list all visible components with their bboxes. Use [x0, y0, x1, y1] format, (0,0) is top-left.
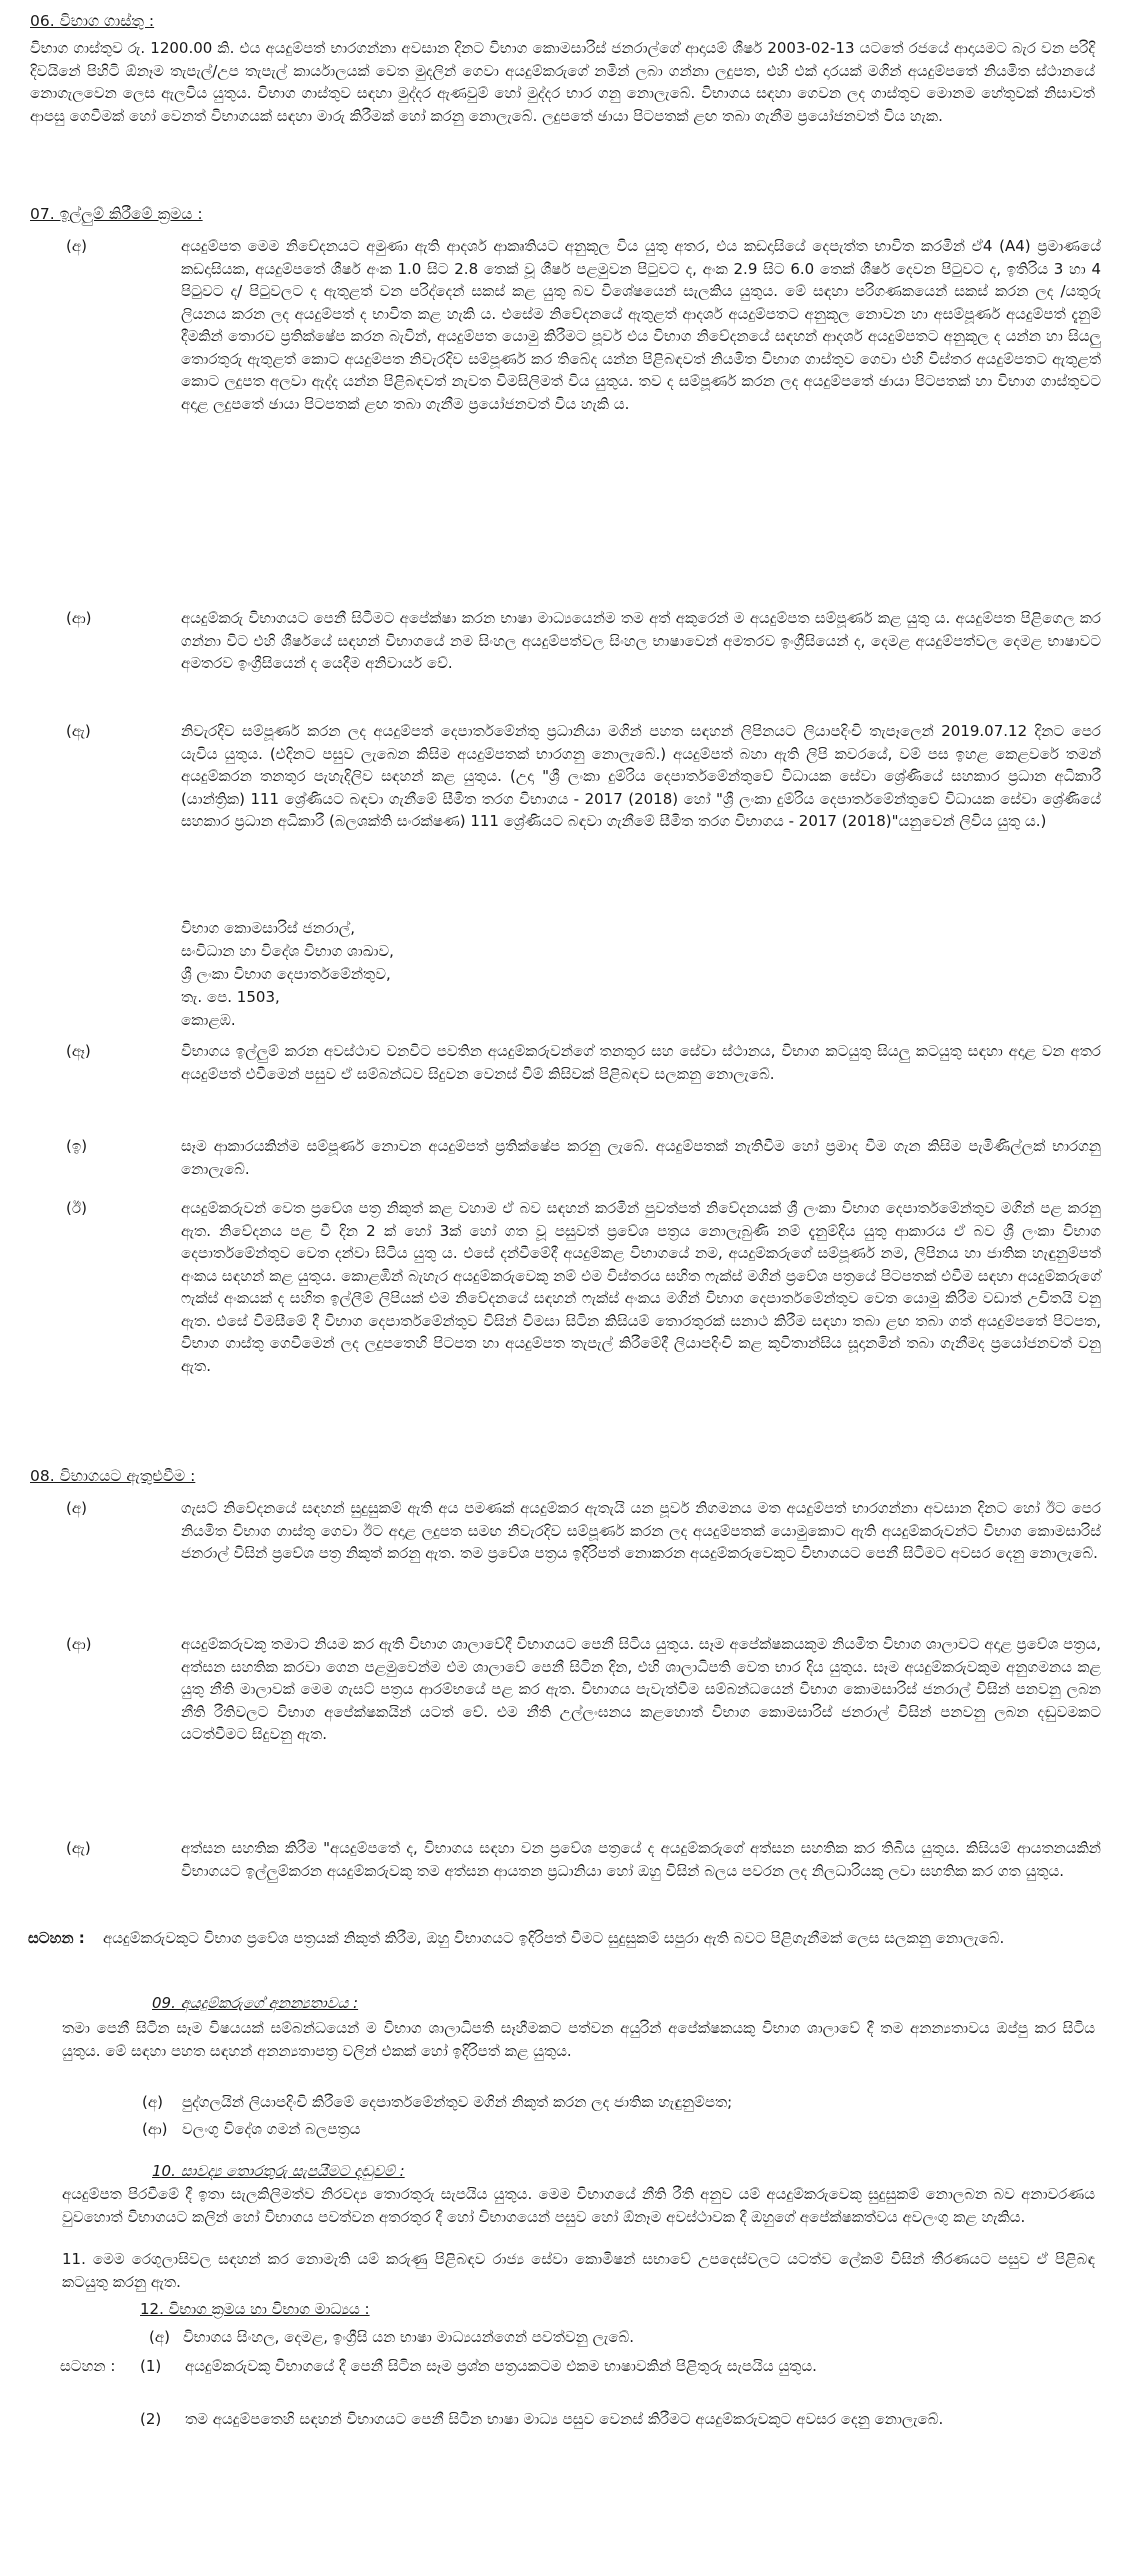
note-label: සටහන : — [60, 2357, 116, 2375]
section-06-body: විභාග ගාස්තුව රු. 1200.00 කි. එය අයදුම්පත් භාරගන්නා අවසාන දිනට විභාග කොමසාරිස් ජනරාල්ගේ ආදායම් ශීර්ෂ 2003-02-13 යටතේ රජයේ ආදායමට බැර වන පරිදි දිවයිනේ පිහිටි ඕනෑම තැපැල්/උප තැපැල් කාර්යාලයක් වෙත මුදලින් ගෙවා අයදුම්කරුගේ නමින් ලබා ගන්නා ලදුපත, එහි එක් දාරයක් මගින් අයදුම්පතේ නියමිත ස්ථානයේ නොගැලවෙන ලෙස ඇලවිය යුතුය. විභාග ගාස්තුව සඳහා මුද්දර ඇණවුම් හෝ මුද්දර භාර ගනු නොලැබේ. විභාගය සඳහා ගෙවන ලද ගාස්තුව මොනම හේතුවක් නිසාවත් ආපසු ගෙවීමක් හෝ වෙනත් විභාගයක් සඳහා මාරු කිරීමක් හෝ කරනු නොලැබේ. ලදුපතේ ඡායා පිටපතක් ළඟ තබා ගැනීම ප්‍රයෝජනවත් විය හැක. — [30, 39, 1095, 125]
address-line: ශ්‍රී ලංකා විභාග දෙපාර්තමේන්තුව, — [181, 965, 391, 983]
note-label: සටහන : — [28, 1929, 85, 1947]
section-08-heading: 08. විභාගයට ඇතුළුවීම : — [30, 1467, 196, 1485]
address-block — [181, 917, 394, 1032]
note-text: අයදුම්කරුවකුට විභාග ප්‍රවේශ පත්‍රයක් නිකුත් කිරීම, ඔහු විභාගයට ඉදිරිපත් වීමට සුදුසුකම් සපුරා ඇති බවට පිළිගැනීමක් ලෙස සලකනු නොලැබේ. — [103, 1929, 1005, 1947]
section-11-body: 11. මෙම රෙගුලාසිවල සඳහන් කර නොමැති යම් කරුණු පිළිබඳව රාජ්‍ය සේවා කොමිෂන් සභාවේ උපදෙස්වලට යටත්ව ලේකම් විසින් තීරණයට පසුව ඒ පිළිබඳ කටයුතු කරනු ඇත. — [62, 2250, 1095, 2291]
section-06-heading: 06. විභාග ගාස්තු : — [30, 12, 155, 30]
section-07-heading: 07. ඉල්ලුම් කිරීමේ ක්‍රමය : — [30, 205, 203, 223]
gazette-page: 06. විභාග ගාස්තු : විභාග ගාස්තුව රු. 1200.00 කි. එය අයදුම්පත් භාරගන්නා අවසාන දිනට විභාග කොමසාරිස් ජනරාල්ගේ ආදායම් ශීර්ෂ 2003-02-13 යටතේ රජයේ ආදායමට බැර වන පරිදි දිවයිනේ පිහිටි ඕනෑම තැපැල්/උප තැපැල් කාර්යාලයක් වෙත මුදලින් ගෙවා අයදුම්කරුගේ නමින් ලබා ගන්නා ලදුපත, එහි එක් දාරයක් මගින් අයදුම්පතේ නියමිත ස්ථානයේ නොගැලවෙන ලෙස ඇලවිය යුතුය. විභාග ගාස්තුව සඳහා මුද්දර ඇණවුම් හෝ මුද්දර භාර ගනු නොලැබේ. විභාගය සඳහා ගෙවන ලද ගාස්තුව මොනම හේතුවක් නිසාවත් ආපසු ගෙවීමක් හෝ වෙනත් විභාගයක් සඳහා මාරු කිරීමක් හෝ කරනු නොලැබේ. ලදුපතේ ඡායා පිටපතක් ළඟ තබා ගැනීම ප්‍රයෝජනවත් විය හැක. 07. ඉල්ලුම් කිරීමේ ක්‍රමය : (අ) අයදුම්පත මෙම නිවේදනයට අමුණා ඇති ආදර්ශ ආකෘතියට අනුකූල විය යුතු අතර, එය කඩදාසියේ දෙපැත්ත භාවිත කරමින් ඒ4 (A4) ප්‍රමාණයේ කඩදාසියක, අයදුම්පතේ ශීර්ෂ අංක 1.0 සිට 2.8 තෙක් වූ ශීර්ෂ පළමුවන පිටුවට ද, අංක 2.9 සිට 6.0 තෙක් ශීර්ෂ දෙවන පිටුවට ද, ඉතිරිය 3 හා 4 පිටුවට ද/ පිටුවලට ද ඇතුළත් වන පරිද්දෙන් සකස් කළ යුතු බව විශේෂයෙන් සැලකිය යුතුය. මේ සඳහා පරිගණකයෙන් සකස් කරන ලද /යතුරු ලියනය කරන ලද අයදුම්පත් ද භාවිත කළ හැකි ය. එසේම නිවේදනයේ ඇතුළත් ආදර්ශ අයදුම්පතට අනුකූල නොවන හා අසම්පූර්ණ අයදුම්පත් දැනුම් දීමකින් තොරව ප්‍රතික්ෂේප කරන බැවින්, අයදුම්පත යොමු කිරීමට පූර්ව එය විභාග නිවේදනයේ සඳහන් ආදර්ශ අයදුම්පතට අනුකූල ද යන්න හා සියලු තොරතුරු ඇතුළත් කොට අයදුම්පත නිවැරදිව සම්පූර්ණ කර තිබේද යන්න පිළිබඳවත් නියමිත විභාග ගාස්තුව ගෙවා එහි විස්තර අයදුම්පතට ඇතුළත් කොට ලදුපත අලවා ඇද්ද යන්න පිළිබඳවත් නැවත විමසිලිමත් විය යුතුය. තව ද සම්පූර්ණ කරන ලද අයදුම්පතේ ඡායා පිටපතක් හා විභාග ගාස්තුවට අදාළ ලදුපතේ ඡායා පිටපතක් ළඟ තබා ගැනීම ප්‍රයෝජනවත් විය හැකි ය. (ආ) අයදුම්කරු විභාගයට පෙනී සිටීමට අපේක්ෂා කරන භාෂා මාධ්‍යයෙන්ම තම අත් අකුරෙන් ම අයදුම්පත සම්පූර්ණ කළ යුතු ය. අයදුම්පත පිළිගෙල කර ගන්නා විට එහි ශීර්ෂයේ සඳහන් විභාගයේ නම සිංහල අයදුම්පත්වල සිංහල භාෂාවෙන් අමතරව ඉංග්‍රීසියෙන් ද, දෙමළ අයදුම්පත්වල දෙමළ භාෂාවට අමතරව ඉංග්‍රීසියෙන් ද යෙදීම අනිවාර්ය වේ. (ඇ) නිවැරදිව සම්පූර්ණ කරන ලද අයදුම්පත් දෙපාර්තමේන්තු ප්‍රධානියා මගින් පහත සඳහන් ලිපිනයට ලියාපදිංචි තැපෑලෙන් 2019.07.12 දිනට පෙර යැවිය යුතුය. (එදිනට පසුව ලැබෙන කිසිම අයදුම්පතක් භාරගනු නොලැබේ.) අයදුම්පත් බහා ඇති ලිපි කවරයේ, වම් පස ඉහළ කෙළවරේ තමන් අයදුම්කරන තනතුර පැහැදිලිව සඳහන් කළ යුතුය. (උදා "ශ්‍රී ලංකා දුම්රිය දෙපාර්තමේන්තුවේ විධායක සේවා ශ්‍රේණියේ සහකාර ප්‍රධාන අධිකාරී (යාන්ත්‍රික) 111 ශ්‍රේණියට බඳවා ගැනීමේ සීමිත තරග විභාගය - 2017 (2018) හෝ "ශ්‍රී ලංකා දුම්රිය දෙපාර්තමේන්තුවේ විධායක සේවා ශ්‍රේණියේ සහකාර ප්‍රධාන අධිකාරී (බලශක්ති සංරක්ෂණ) 111 ශ්‍රේණියට බඳවා ගැනීමේ සීමිත තරග විභාගය - 2017 (2018)"යනුවෙන් ලිවිය යුතු ය.) විභාග කොමසාරිස් ජනරාල්, සංවිධාන හා විදේශ විභාග ශාඛාව, ශ්‍රී ලංකා විභාග දෙපාර්තමේන්තුව, තැ. පෙ. 1503, කොළඹ. (ඈ) විභාගය ඉල්ලුම් කරන අවස්ථාව වනවිට පවතින අයදුම්කරුවන්ගේ තනතුර සහ සේවා ස්ථානය, විභාග කටයුතු සියලු කටයුතු සඳහා අදාළ වන අතර අයදුම්පත් එවීමෙන් පසුව ඒ සම්බන්ධව සිදුවන වෙනස් වීම් කිසිවක් පිළිබඳව සලකනු නොලැබේ. (ඉ) සෑම ආකාරයකින්ම සම්පූර්ණ නොවන අයදුම්පත් ප්‍රතික්ෂේප කරනු ලැබේ. අයදුම්පතක් නැතිවීම හෝ ප්‍රමාද වීම ගැන කිසිම පැමිණිල්ලක් භාරගනු නොලැබේ. (ඊ) අයදුම්කරුවන් වෙත ප්‍රවේශ පත්‍ර නිකුත් කළ වහාම ඒ බව සඳහන් කරමින් පුවත්පත් නිවේදනයක් ශ්‍රී ලංකා විභාග දෙපාර්තමේන්තුව මගින් පළ කරනු ඇත. නිවේදනය පළ වී දින 2 ක් හෝ 3ක් හෝ ගත වූ පසුවත් ප්‍රවේශ පත්‍රය නොලැබුණි නම් දැනුම්දිය යුතු ආකාරය ඒ බව ශ්‍රී ලංකා විභාග දෙපාර්තමේන්තුව වෙත දන්වා සිටිය යුතු ය. එසේ දන්වීමේදී අයදුම්කළ විභාගයේ නම, අයදුම්කරුගේ සම්පූර්ණ නම, ලිපිනය හා ජාතික හැඳුනුම්පත් අංකය සඳහන් කළ යුතුය. කොළඹින් බැහැර අයදුම්කරුවෙකු නම් එම විස්තරය සහිත ෆැක්ස් මගින් ප්‍රවේශ පත්‍රයේ පිටපතක් එවීම සඳහා අයදුම්කරුගේ ෆැක්ස් අංකයක් ද සහිත ඉල්ලීම් ලිපියක් එම නිවේදනයේ සඳහන් ෆැක්ස් අංකය මගින් විභාග දෙපාර්තමේන්තුව වෙත යොමු කිරීම වඩාත් උචිතයි වනු ඇත. එසේ විමසීමේ දී විභාග දෙපාර්තමේන්තුව විසින් විමසා සිටින කිසියම් තොරතුරක් සනාථ කිරීම සඳහා තබා ළඟ තබා ගත් අයදුම්පතේ පිටපත, විභාග ගාස්තු ගෙවීමෙන් ලද ලදුපතෙහි පිටපත හා අයදුම්පත තැපැල් කිරීමේදී ලියාපදිංචි කළ කුවිතාන්සිය සූදානමින් තබා ගැනීමද ප්‍රයෝජනවත් වනු ඇත. 08. විභාගයට ඇතුළුවීම : (අ) ගැසට් නිවේදනයේ සඳහන් සුදුසුකම් ඇති අය පමණක් අයදුම්කර ඇතැයි යන පූර්ව නිගමනය මත අයදුම්පත් භාරගන්නා අවසාන දිනට හෝ ඊට පෙර නියමිත විභාග ගාස්තු ගෙවා ඊට අදාළ ලදුපත සමඟ නිවැරදිව සම්පූර්ණ කරන ලද අයදුම්පතක් යොමුකොට ඇති අයදුම්කරුවන්ට විභාග කොමසාරිස් ජනරාල් විසින් ප්‍රවේශ පත්‍ර නිකුත් කරනු ඇත. තම ප්‍රවේශ පත්‍රය ඉදිරිපත් නොකරන අයදුම්කරුවෙකුට විභාගයට පෙනී සිටීමට අවසර දෙනු නොලැබේ. (ආ) අයදුම්කරුවකු තමාට නියම කර ඇති විභාග ශාලාවේදී විභාගයට පෙනී සිටිය යුතුය. සෑම අපේක්ෂකයකුම නියමිත විභාග ශාලාවට අදාළ ප්‍රවේශ පත්‍රය, අත්සන සහතික කරවා ගෙන පළමුවෙන්ම එම ශාලාවේ පෙනී සිටින දින, එහි ශාලාධිපති වෙත භාර දිය යුතුය. සෑම අයදුම්කරුවකුම අනුගමනය කළ යුතු නීති මාලාවක් මෙම ගැසට් පත්‍රය ආරම්භයේ පළ කර ඇත. විභාගය පැවැත්වීම සම්බන්ධයෙන් විභාග කොමසාරිස් ජනරාල් විසින් පනවනු ලබන නීති රීතිවලට විභාග අපේක්ෂකයින් යටත් වේ. එම නීති උල්ලංඝනය කළහොත් විභාග කොමසාරිස් ජනරාල් විසින් පනවනු ලබන දඬුවමකට යටත්වීමට සිදුවනු ඇත. (ඇ) අත්සන සහතික කිරීම "අයදුම්පතේ ද, විභාගය සඳහා වන ප්‍රවේශ පත්‍රයේ ද අයදුම්කරුගේ අත්සන සහතික කර තිබිය යුතුය. කිසියම් ආයතනයකින් විභාගයට ඉල්ලුම්කරන අයදුම්කරුවකු තම අත්සන ආයතන ප්‍රධානියා හෝ ඔහු විසින් බලය පවරන ලද නිලධාරියකු ලවා සහතික කර ගත යුතුය. සටහන : අයදුම්කරුවකුට විභාග ප්‍රවේශ පත්‍රයක් නිකුත් කිරීම, ඔහු විභාගයට ඉදිරිපත් වීමට සුදුසුකම් සපුරා ඇති බවට පිළිගැනීමක් ලෙස සලකනු නොලැබේ. 09. අයදුම්කරුගේ අනන්‍යතාවය : තමා පෙනී සිටින සෑම විෂයයක් සම්බන්ධයෙන් ම විභාග ශාලාධිපති සෑහීමකට පත්වන අයුරින් අපේක්ෂකයකු විභාග ශාලාවේ දී තම අනන්‍යතාවය ඔප්පු කර සිටිය යුතුය. මේ සඳහා පහත සඳහන් අනන්‍යතාපත්‍ර වලින් එකක් හෝ ඉදිරිපත් කළ යුතුය. (අ) පුද්ගලයින් ලියාපදිංචි කිරීමේ දෙපාර්තමේන්තුව මගින් නිකුත් කරන ලද ජාතික හැඳුනුම්පත; (ආ) වලංගු විදේශ ගමන් බලපත්‍රය 10. සාවද්‍ය තොරතුරු සැපයීමට දඬුවම් : අයදුම්පත පිරවීමේ දී ඉතා සැලකිලිමත්ව නිරවද්‍ය තොරතුරු සැපයිය යුතුය. මෙම විභාගයේ නීති රීති අනුව යම් අයදුම්කරුවෙකු සුදුසුකම් නොලබන බව අනාවරණය වුවහොත් විභාගයට කලින් හෝ විභාගය පවත්වන අතරතුර දී හෝ විභාගයෙන් පසුව හෝ ඕනෑම අවස්ථාවක දී ඔහුගේ අපේක්ෂකත්වය අවලංගු කළ හැකිය. 11. මෙම රෙගුලාසිවල සඳහන් කර නොමැති යම් කරුණු පිළිබඳව රාජ්‍ය සේවා කොමිෂන් සභාවේ උපදෙස්වලට යටත්ව ලේකම් විසින් තීරණයට පසුව ඒ පිළිබඳ කටයුතු කරනු ඇත. 12. විභාග ක්‍රමය හා විභාග මාධ්‍යය : (අ) විභාගය සිංහල, දෙමළ, ඉංග්‍රීසි යන භාෂා මාධ්‍යයන්ගෙන් පවත්වනු ලැබේ. සටහන : (1) අයදුම්කරුවකු විභාගයේ දී පෙනී සිටින සෑම ප්‍රශ්න පත්‍රයකටම එකම භාෂාවකින් පිළිතුරු සැපයිය යුතුය. (2) තම අයදුම්පතෙහි සඳහන් විභාගයට පෙනී සිටින භාෂා මාධ්‍ය පසුව වෙනස් කිරීමට අයදුම්කරුවකුට අවසර දෙනු නොලැබේ. — [0, 0, 1121, 2557]
section-09-body: තමා පෙනී සිටින සෑම විෂයයක් සම්බන්ධයෙන් ම විභාග ශාලාධිපති සෑහීමකට පත්වන අයුරින් අපේක්ෂකයකු විභාග ශාලාවේ දී තම අනන්‍යතාවය ඔප්පු කර සිටිය යුතුය. මේ සඳහා පහත සඳහන් අනන්‍යතාපත්‍ර වලින් එකක් හෝ ඉදිරිපත් කළ යුතුය. — [62, 2019, 1095, 2060]
section-12-heading: 12. විභාග ක්‍රමය හා විභාග මාධ්‍යය : — [140, 2300, 370, 2318]
address-line: තැ. පෙ. 1503, — [181, 988, 280, 1006]
section-07-item-a: (අ) අයදුම්පත මෙම නිවේදනයට අමුණා ඇති ආදර්ශ ආකෘතියට අනුකූල විය යුතු අතර, එය කඩදාසියේ දෙපැත්ත භාවිත කරමින් ඒ4 (A4) ප්‍රමාණයේ කඩදාසියක, අයදුම්පතේ ශීර්ෂ අංක 1.0 සිට 2.8 තෙක් වූ ශීර්ෂ පළමුවන පිටුවට ද, අංක 2.9 සිට 6.0 තෙක් ශීර්ෂ දෙවන පිටුවට ද, ඉතිරිය 3 හා 4 පිටුවට ද/ පිටුවලට ද ඇතුළත් වන පරිද්දෙන් සකස් කළ යුතු බව විශේෂයෙන් සැලකිය යුතුය. මේ සඳහා පරිගණකයෙන් සකස් කරන ලද /යතුරු ලියනය කරන ලද අයදුම්පත් ද භාවිත කළ හැකි ය. එසේම නිවේදනයේ ඇතුළත් ආදර්ශ අයදුම්පතට අනුකූල නොවන හා අසම්පූර්ණ අයදුම්පත් දැනුම් දීමකින් තොරව ප්‍රතික්ෂේප කරන බැවින්, අයදුම්පත යොමු කිරීමට පූර්ව එය විභාග නිවේදනයේ සඳහන් ආදර්ශ අයදුම්පතට අනුකූල ද යන්න හා සියලු තොරතුරු ඇතුළත් කොට අයදුම්පත නිවැරදිව සම්පූර්ණ කර තිබේද යන්න පිළිබඳවත් නියමිත විභාග ගාස්තුව ගෙවා එහි විස්තර අයදුම්පතට ඇතුළත් කොට ලදුපත අලවා ඇද්ද යන්න පිළිබඳවත් නැවත විමසිලිමත් විය යුතුය. තව ද සම්පූර්ණ කරන ලද අයදුම්පතේ ඡායා පිටපතක් හා විභාග ගාස්තුවට අදාළ ලදුපතේ ඡායා පිටපතක් ළඟ තබා ගැනීම ප්‍රයෝජනවත් විය හැකි ය. — [66, 237, 1101, 413]
section-10-body: අයදුම්පත පිරවීමේ දී ඉතා සැලකිලිමත්ව නිරවද්‍ය තොරතුරු සැපයිය යුතුය. මෙම විභාගයේ නීති රීති අනුව යම් අයදුම්කරුවෙකු සුදුසුකම් නොලබන බව අනාවරණය වුවහොත් විභාගයට කලින් හෝ විභාගය පවත්වන අතරතුර දී හෝ විභාගයෙන් පසුව හෝ ඕනෑම අවස්ථාවක දී ඔහුගේ අපේක්ෂකත්වය අවලංගු කළ හැකිය. — [62, 2185, 1095, 2226]
note-item-text: අයදුම්කරුවකු විභාගයේ දී පෙනී සිටින සෑම ප්‍රශ්න පත්‍රයකටම එකම භාෂාවකින් පිළිතුරු සැපයිය යුතුය. — [185, 2357, 817, 2375]
address-line: විභාග කොමසාරිස් ජනරාල්, — [181, 919, 356, 937]
note-item-text: තම අයදුම්පතෙහි සඳහන් විභාගයට පෙනී සිටින භාෂා මාධ්‍ය පසුව වෙනස් කිරීමට අයදුම්කරුවකුට අවසර දෙනු නොලැබේ. — [185, 2410, 944, 2428]
section-10-heading: 10. සාවද්‍ය තොරතුරු සැපයීමට දඬුවම් : — [152, 2162, 405, 2180]
address-line: කොළඹ. — [181, 1011, 236, 1029]
note-item-label: (1) — [140, 2357, 162, 2375]
note-item-label: (2) — [140, 2410, 162, 2428]
address-line: සංවිධාන හා විදේශ විභාග ශාඛාව, — [181, 942, 394, 960]
section-09-heading: 09. අයදුම්කරුගේ අනන්‍යතාවය : — [152, 1994, 359, 2012]
